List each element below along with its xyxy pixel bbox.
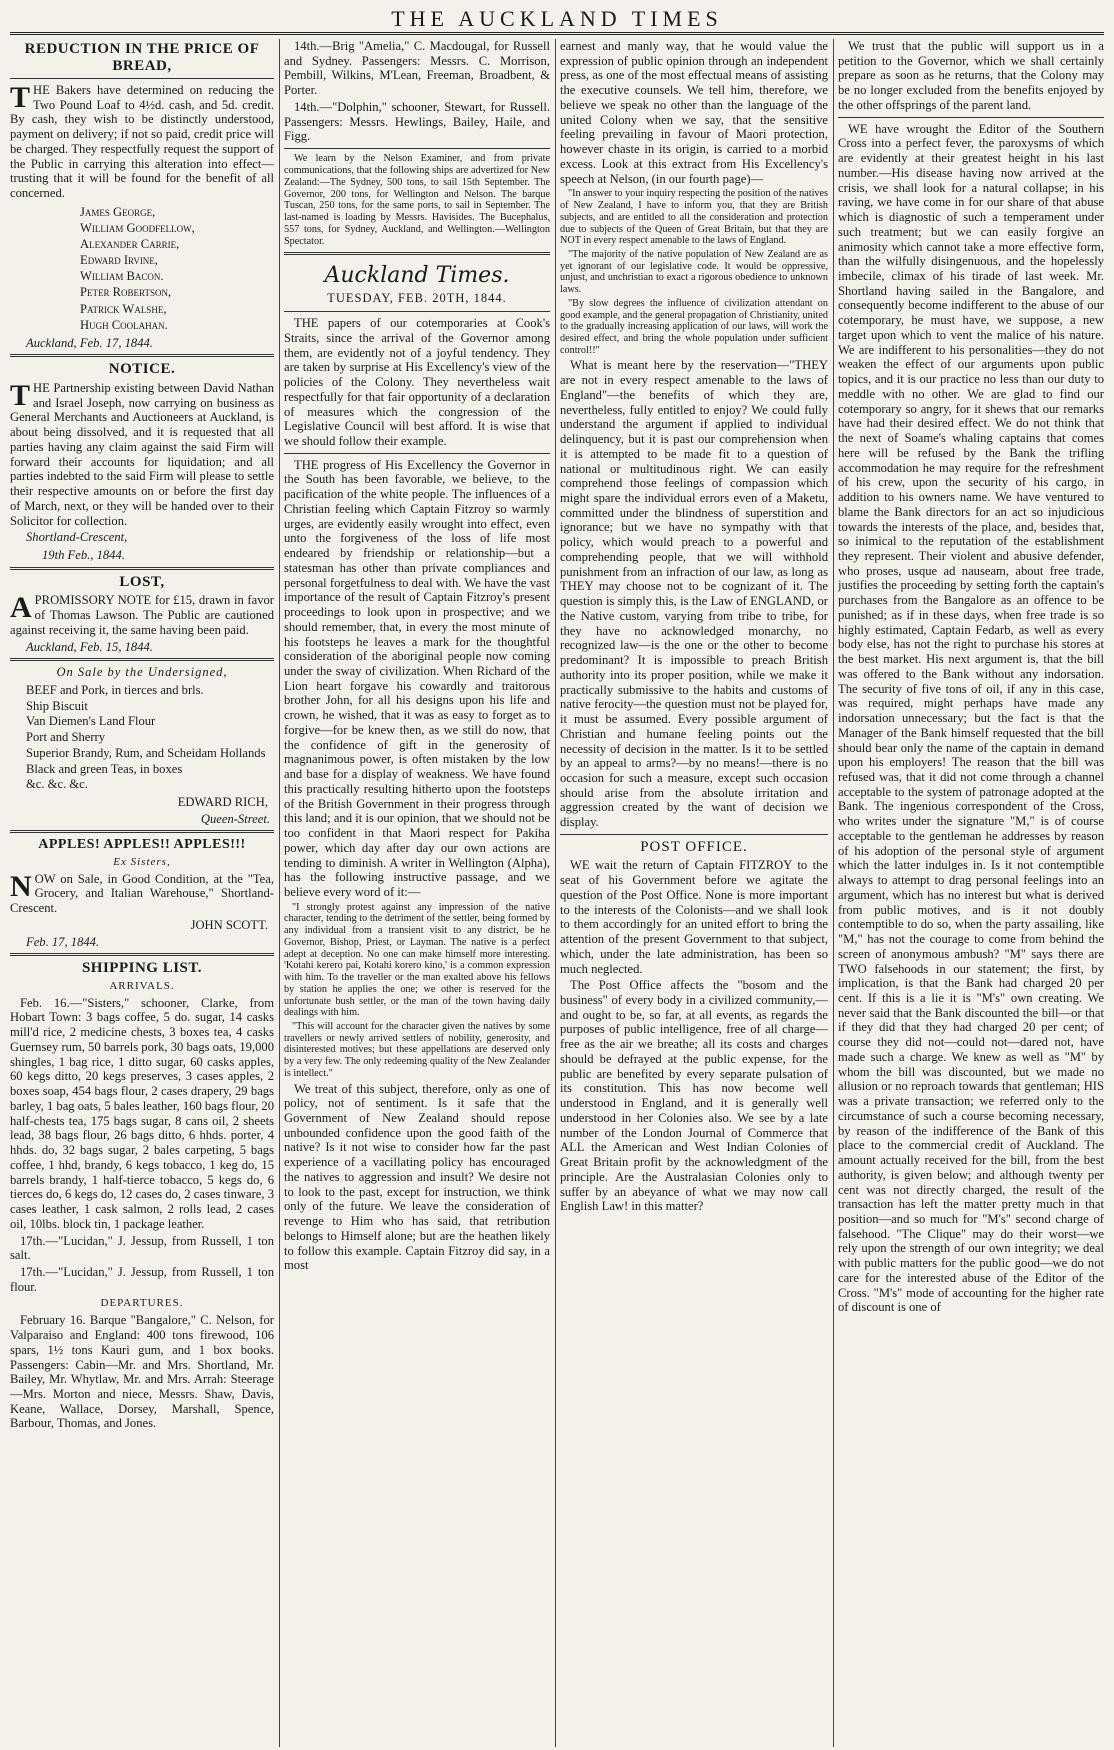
departures-heading: DEPARTURES. xyxy=(100,1297,184,1310)
editorial-quote: "In answer to your inquiry respecting the position of the natives of New Zealand, I have to inform you, that they are British subjects, and are entitled to all the consideration and protection due to subjects of the Queen of Great Britain, but that they are NOT in every respect amenable to the laws of England. xyxy=(560,188,828,247)
sale-list xyxy=(26,683,274,793)
column-3 xyxy=(560,39,828,1747)
baker-name: Peter Robertson, xyxy=(80,285,172,300)
apples-heading: APPLES! APPLES!! APPLES!!! xyxy=(38,837,246,853)
sale-item: BEEF and Pork, in tierces and brls. xyxy=(26,682,204,697)
apples-date: Feb. 17, 1844. xyxy=(26,934,100,949)
arrivals-entry: Feb. 16.—"Sisters," schooner, Clarke, from Hobart Town: 3 bags coffee, 5 do. sugar, 14 casks mill'd rice, 2 medicine chests, 3 boxes tea, 4 casks Guernsey rum, 50 barrels pork, 30 bags oats, 19,000 shingles, 1 bag rice, 1 ditto sugar, 60 casks apples, 60 kegs ditto, 20 kegs preserves, 3 cases apples, 2 boxes soap, 454 bags flour, 2 cases drapery, 29 bags barley, 1 bag oats, 5 bales leather, 160 bags flour, 20 half-chests tea, 175 bags sugar, 8 cans oil, 2 sheets lead, 38 bags flour, 26 bags ditto, 6 hhds. porter, 4 hhds. do, 32 bags sugar, 2 bales carpeting, 5 bags coffee, 1 hhd, brandy, 6 kegs tobacco, 1 keg do, 15 barrels brandy, 1 half-tierce tobacco, 5 kegs do, 6 tierces do, 6 kegs do, 12 cases do, 2 cases tinware, 3 cases leather, 1 cask salmon, 2 rolls lead, 2 cases oil, 10lbs. block tin, 1 package leather. xyxy=(10,995,274,1231)
baker-name: Edward Irvine, xyxy=(80,253,158,268)
lost-heading: LOST, xyxy=(119,573,165,590)
bread-heading: REDUCTION IN THE PRICE OF BREAD, xyxy=(24,41,260,74)
apples-body: NOW on Sale, in Good Condition, at the "Tea, Grocery, and Italian Warehouse," Shortland-Crescent. xyxy=(10,869,274,916)
nelson-note: We learn by the Nelson Examiner, and from private communications, that the following ships are advertized for New Zealand:—The Sydney, 500 tons, to sail 15th September. The Governor, 200 tons, for Wellington and Nelson. The barque Tuscan, 250 tons, for the same ports, to sail in September. The last-named is loading by Messrs. Havisides. The Bucephalus, 557 tons, for Sydney, Auckland, and Wellington.—Wellington Spectator. xyxy=(284,153,550,247)
departures-entry: February 16. Barque "Bangalore," C. Nelson, for Valparaiso and England: 400 tons firewood, 106 spars, 1½ tons Kauri gum, and 1 box books. Passengers: Cabin—Mr. and Mrs. Shortland, Mr. Bailey, Mr. Whytlaw, Mr. and Mrs. Arrah: Steerage—Mrs. Morton and niece, Messrs. Shaw, Davis, Keane, Wallace, Dorsey, Marshall, Spence, Barbour, Thomas, and Jones. xyxy=(10,1313,274,1431)
editorial-paragraph: What is meant here by the reservation—"THEY are not in every respect amenable to the laws of England"—the benefits of which they are, nevertheless, fully entitled to enjoy? We could fully understand the argument if applied to individual delinquency, but it is past our comprehension when it is attempted to be made fit to a question of national or multitudinous right. We can easily comprehend those feelings of compassion which might spare the individual errors even of a Maketu, committed under the blindness of superstition and ignorance; but we have no sympathy with that policy, which would preach to a powerful and comprehending people, that we will withhold punishment from an infraction of our law, as long as THEY may choose not to be cognizant of it. The question is simply this, is the Law of ENGLAND, or the Native custom, varying from tribe to tribe, for they have no acknowledged monarchy, no recognized law—is the one or the other to become predominant? It is impossible to preach British authority into its proper position, while we make it practically submissive to the habits and customs of native ferocity—the question must not be played for, it must be assumed. Every possible argument of Christian and humane feeling points out the necessity of decision in the matter. Is it to be settled by an appeal to arms?—by no means!—there is no occasion for such a measure, except such occasion should arise from the absolute irritation and aggression created by the want of decision we display. xyxy=(560,358,828,830)
sale-item: Van Diemen's Land Flour xyxy=(26,714,156,729)
shipping-heading: SHIPPING LIST. xyxy=(81,960,203,977)
column-rule xyxy=(279,39,280,1747)
column-1 xyxy=(10,39,274,1747)
bread-date: Auckland, Feb. 17, 1844. xyxy=(26,335,153,350)
arrivals-heading: ARRIVALS. xyxy=(109,979,175,992)
sale-item: Superior Brandy, Rum, and Scheidam Hollands xyxy=(26,745,266,760)
divider xyxy=(10,78,274,79)
post-office-paragraph: The Post Office affects the "bosom and the business" of every body in a civilized community,—and ought to be, so far, at all events, as regards the purposes of public intelligence, free of all charge—free as the air we breathe; all its costs and charges should be defrayed at the public expense, for the public are benefited by every separate pulsation of its constitution. This has now become well understood in England, and it is generally well understood in her Colonies also. We see by a late number of the London Journal of Commerce that ALL the American and West Indian Colonies of Great Britain profit by the acknowledgment of the principle. Are the Australasian Colonies only to suffer by an abeyance of what we may now call English Law! in this matter? xyxy=(560,978,828,1214)
divider xyxy=(284,311,550,312)
sale-item: &c. &c. &c. xyxy=(26,777,88,792)
divider xyxy=(838,117,1104,118)
divider xyxy=(10,567,274,570)
lost-date: Auckland, Feb. 15, 1844. xyxy=(26,639,153,654)
divider xyxy=(284,453,550,454)
editorial-paragraph: THE papers of our cotemporaries at Cook's Straits, since the arrival of the Governor among them, are evidently not of a joyful tendency. They are taken by surprise at His Excellency's view of the policies of the Colony. They nevertheless wait respectfully for that fair opportunity of a declaration of measures which the congression of the Legislative Council will best afford. It is wise that we should follow their example. xyxy=(284,316,550,448)
editorial-quote: "By slow degrees the influence of civilization attendant on good example, and the general propagation of Christianity, united to the gradually increasing application of our laws, will work the desired effect, and bring the whole population under sufficient control!!" xyxy=(560,297,828,356)
bakers-names xyxy=(80,204,274,333)
editorial-quote: "This will account for the character given the natives by some travellers or newly arrived settlers of nobility, generosity, and disinterested motives; but these appellations are deserved only by a very few. The only redeeming quality of the New Zealander is intellect." xyxy=(284,1020,550,1079)
post-office-heading: POST OFFICE. xyxy=(640,838,748,855)
sale-item: Black and green Teas, in boxes xyxy=(26,761,183,776)
baker-name: Patrick Walshe, xyxy=(80,301,167,316)
arrivals-entry: 17th.—"Lucidan," J. Jessup, from Russell, 1 ton flour. xyxy=(10,1264,274,1294)
baker-name: William Bacon. xyxy=(80,269,164,284)
editorial-paragraph: We treat of this subject, therefore, only as one of policy, not of sentiment. Is it safe that the Government of New Zealand should repose unbounded confidence upon the good faith of the native? Is it not wise to consider how far the past experience of a vacillating policy has encouraged the natives to aggression and insult? We desire not to look to the past, except for instruction, we think only of the future. We leave the consideration of revenge to Him who has said, that retribution belongs to Himself alone; but are the heathen likely to follow this example. Captain Fitzroy did say, in a most xyxy=(284,1081,550,1273)
masthead: THE AUCKLAND TIMES xyxy=(10,6,1104,35)
apples-signature: JOHN SCOTT. xyxy=(190,917,268,932)
baker-name: Alexander Carrie, xyxy=(80,237,180,252)
bread-body: THE Bakers have determined on reducing the Two Pound Loaf to 4½d. cash, and 5d. credit. By cash, they wish to be distinctly understood, payment on delivery; if not so paid, credit price will be charged. They respectfully request the support of the Public in carrying this alteration into effect—trusting that it will be found for the benefit of all concerned. xyxy=(10,81,274,201)
editorial-paragraph: We trust that the public will support us in a petition to the Governor, which we shall certainly prepare as soon as he returns, that the Colony may be no longer excluded from the benefits enjoyed by the other offsprings of the parent land. xyxy=(838,39,1104,112)
editorial-quote: "The majority of the native population of New Zealand are as yet ignorant of our legislative code. It would be oppressive, unjust, and unchristian to exact a rigorous obedience to unknown laws. xyxy=(560,248,828,296)
columns xyxy=(10,39,1104,1747)
editorial-paragraph: WE have wrought the Editor of the Southern Cross into a perfect fever, the paroxysms of which are evidently at their greatest height in his last number.—His disease having now arrived at the crisis, we shall look for a natural collapse; in his raving, we have come in for our share of that abuse which is diagnostic of such a temperament under such treatment; but we can easily forgive an animosity which cannot take a more effective form, than the wilfully disingenuous, and the hopelessly imbecile, climax of his tirade of last week. Mr. Shortland having sailed in the Bangalore, and consequently become indifferent to the abuse of our cotemporary, he must have, we suppose, a new target upon which to vent the malice of his nature. We are indifferent to his personalities—they do not weaken the effect of our arguments upon public topics, and it is our practice no less than our duty to meddle with no other. We are glad to find our cotemporary so angry, for it shews that our remarks have had their desired effect. We do not think that the next of Soame's whaling captains that comes here will be refused by the Bank the trifling accommodation he may require for the refreshment of his crew, upon the security of his cargo, in addition to his owners name. We have ventured to blame the Bank directors for an act so injudicious towards the interests of the place, and, besides that, so inimical to the reputation of the establishment they represent. Their violent and abusive defender, who proses, usque ad nauseam, about free trade, justifies the proceeding by setting forth the captain's purchases from the Bangalore as an offence to be punished; as if in these days, when free trade is so highly estimated, Captain Fedarb, as well as every body else, has not the right to purchase his stores at the best market. His next argument is, that the bill was offered to the Bank without any indorsation. The security of five tons of oil, if any in this case, was required, might perhaps have made any indorsation unnecessary; but the fact is that the Manager of the Bank himself requested that the bill should bear only the name of the captain in demand upon his employers! The reason that the bill was refused was, that it did not come through a channel acceptable to the system of patronage adopted at the Bank. The ingenious correspondent of the Cross, who writes under the signature "M," is of course acceptable to the gentleman he addresses by reason of his adoption of the personal style of argument which the latter indulges in. Is it not contemptible always to attempt to drag personal feelings into an argument, which has no interest but what is derived from public motives, and is it not doubly contemptible to do so, when the party assailing, like "M," has not the courage to come from behind the screen of anonymous ambush? "M" says there are TWO falsehoods in our statement; the first, by implication, is that the Bank had charged 20 per cent. If this is a lie it is "M's" own creating. We never said that the Bank discounted the bill—or that if they did that they had charged 20 per cent; of course they did not—could not—dared not, have made such a charge. We knew as well as "M" by whom the bill was discounted, but we made no allusion or no reproach towards that gentleman; HIS was a private transaction; we referred only to the circumstance of such a course becoming necessary, by reason of the indifference of the Bank of this place to the commercial credit of Auckland. The amount actually received for the bill, from the best authority, is given below; and although twenty per cent was not directly charged, the result of the transaction has left the matter pretty much in that position—and so much for "M's" second charge of falsehood. "The Clique" may do their worst—we rely upon the strength of our own integrity; we deal with public matters for the public good—we do not care for the interested abuse of the Editor of the Cross. "M's" mode of accounting for the higher rate of discount is one of xyxy=(838,121,1104,1315)
divider xyxy=(10,953,274,956)
apples-subheading: Ex Sisters, xyxy=(113,855,171,868)
notice-place: Shortland-Crescent, xyxy=(26,530,128,545)
divider xyxy=(10,658,274,661)
shipping-entry: 14th.—Brig "Amelia," C. Macdougal, for Russell and Sydney. Passengers: Messrs. C. Morrison, Pembill, Wilkins, M'Lean, Freeman, Broadbent, & Porter. xyxy=(284,39,550,98)
divider xyxy=(10,830,274,833)
sale-heading: On Sale by the Undersigned, xyxy=(56,665,228,680)
sale-place: Queen-Street. xyxy=(200,811,270,826)
post-office-paragraph: WE wait the return of Captain FITZROY to the seat of his Government before we agitate the question of the Post Office. None is more important to the interests of the Colonists—and we shall look to them accordingly for an united effort to bring the attention of the present Government to that subject, which, under the late administration, has been so much neglected. xyxy=(560,858,828,976)
baker-name: William Goodfellow, xyxy=(80,220,195,235)
column-4 xyxy=(838,39,1104,1747)
column-rule xyxy=(833,39,834,1747)
shipping-entry: 14th.—"Dolphin," schooner, Stewart, for Russell. Passengers: Messrs. Hewlings, Bailey, Haile, and Figg. xyxy=(284,99,550,144)
editorial-paragraph: earnest and manly way, that he would value the expression of public opinion through an independent press, as one of the most effectual means of assisting the executive counsels. We tell him, therefore, we believe we speak no other than the language of the united Colony when we say, that the sensitive feeling prevailing in favour of Maori protection, however chaste in its origin, is carried to a morbid excess. Look at this extract from His Excellency's speech at Nelson, (in our fourth page)— xyxy=(560,39,828,186)
baker-name: James George, xyxy=(80,204,156,219)
sale-item: Ship Biscuit xyxy=(26,698,88,713)
lost-body: APROMISSORY NOTE for £15, drawn in favor of Thomas Lawson. The Public are cautioned against receiving it, the same having been paid. xyxy=(10,591,274,637)
divider xyxy=(560,834,828,835)
paper-title: Auckland Times. xyxy=(324,262,510,288)
paper-date: TUESDAY, FEB. 20TH, 1844. xyxy=(327,290,507,305)
divider xyxy=(284,252,550,255)
baker-name: Hugh Coolahan. xyxy=(80,317,168,332)
column-rule xyxy=(555,39,556,1747)
notice-body: THE Partnership existing between David Nathan and Israel Joseph, now carrying on business as General Merchants and Auctioneers at Auckland, is about being dissolved, and it is requested that all parties having any claim against the said Firm will forward their accounts for liquidation; and all parties indebted to the said Firm will please to settle their respective amounts on or before the first day of March, next, or they will be handed over to their Solicitor for collection. xyxy=(10,378,274,528)
editorial-quote: "I strongly protest against any impression of the native character, tending to the detriment of the settler, being formed by any individual from a transient visit to any district, be he Governor, Bishop, Priest, or Layman. The native is a perfect adept at deception. No one can make himself more interesting. 'Kotahi kerero pai, Kotahi korero kino,' is a common expression with him. To the traveller or the man exalted above his fellows by station he applies the one; we other is reserved for the unfortunate bush settler, or the man of the town having daily dealings with him. xyxy=(284,901,550,1019)
sale-item: Port and Sherry xyxy=(26,730,106,745)
notice-heading: NOTICE. xyxy=(108,361,176,378)
sale-signature: EDWARD RICH, xyxy=(177,795,268,809)
divider xyxy=(10,354,274,357)
editorial-paragraph: THE progress of His Excellency the Governor in the South has been favorable, we believe, to the pacification of the white people. The influences of a Christian feeling which Captain Fitzroy so warmly urges, are evidently easily wrought into effect, even unto the forgiveness of the loss of life most endeared by friendship or relationship—but a statesman has other than private compliances and personal forgetfulness to deal with. We have the vast importance of the result of Captain Fitzroy's present proceedings to look upon in prospective; and we should remember, that, in every the most minute of his footsteps he leaves a mark for the thoughtful consideration of the aboriginal people now coming under the sway of civilization. When Richard of the Lion heart forgave his cowardly and traitorous brother John, for all his designs upon his life and crown, he wished, that it was as easy to forget as to forgive—for be knew then, as we still do now, that the confidence of gift in the generosity of magnanimous power, is often mistaken by the low and base for a display of weakness. We have found this practically resulting hitherto upon the footsteps of the British Government in their progress through this land; and it is our opinion, that we should not be too confident in that Maori respect for Pakiha power, which day after day our own actions are tending to diminish. A writer in Wellington (Alpha), has the following instructive passage, and we believe every word of it:— xyxy=(284,457,550,900)
column-2 xyxy=(284,39,550,1747)
arrivals-entry: 17th.—"Lucidan," J. Jessup, from Russell, 1 ton salt. xyxy=(10,1233,274,1263)
divider xyxy=(284,148,550,149)
notice-date: 19th Feb., 1844. xyxy=(42,548,125,563)
